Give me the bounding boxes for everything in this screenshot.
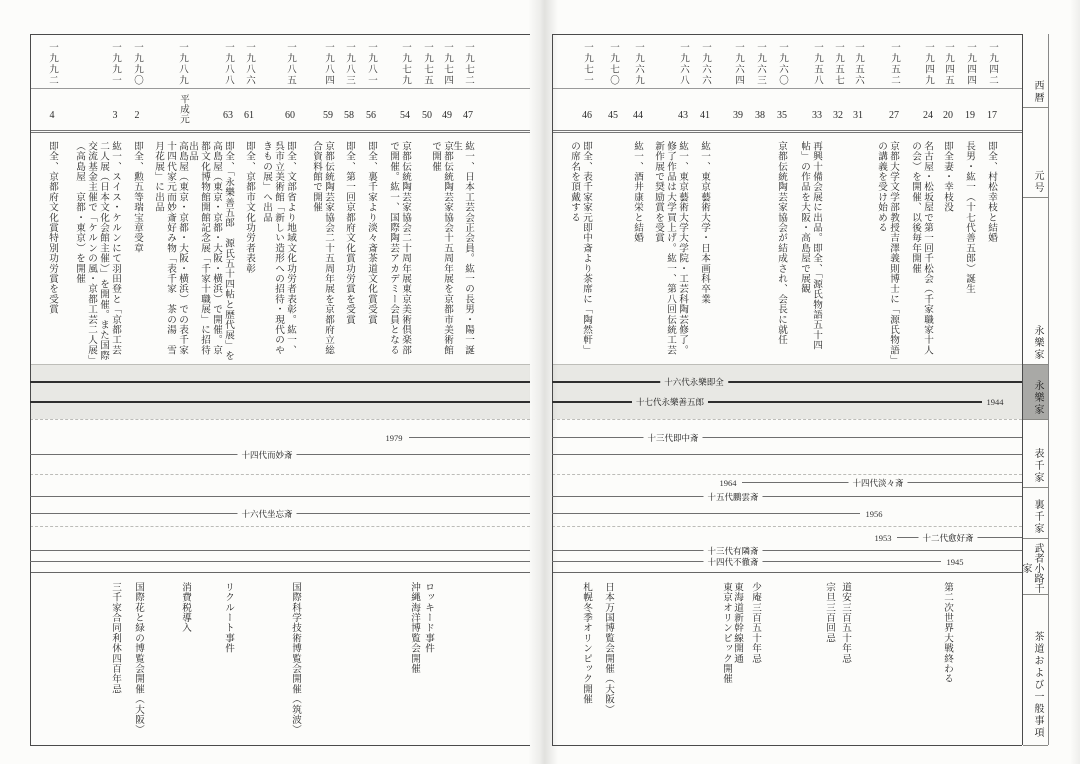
year-label: 一九五二 xyxy=(889,42,899,86)
general-event: 国際花と緑の博覧会開催（大阪） xyxy=(133,582,144,735)
generation-line xyxy=(30,401,530,403)
era-label: 47 xyxy=(463,110,473,121)
margin-divider xyxy=(1023,538,1048,539)
era-label: 31 xyxy=(853,110,863,121)
generation-line-label: 十四代不徹斎 xyxy=(703,557,762,567)
family-section-divider xyxy=(30,419,530,420)
era-label: 35 xyxy=(777,110,787,121)
margin-tab-label: 元号 xyxy=(1032,170,1043,194)
family-event: 即全、京都市文化功労者表彰 xyxy=(244,141,255,274)
era-label: 50 xyxy=(422,110,432,121)
year-label: 一九九一 xyxy=(110,42,120,86)
year-label: 一九七〇 xyxy=(608,42,618,86)
era-label: 38 xyxy=(755,110,765,121)
year-label: 一九七四 xyxy=(442,42,452,86)
family-section-divider xyxy=(30,474,530,475)
year-label: 一九八六 xyxy=(244,42,254,86)
margin-divider xyxy=(1023,745,1048,746)
family-event: 即全、裏千家より淡々斎茶道文化賞受賞 xyxy=(366,141,377,325)
general-event: 東京オリンピック開催 xyxy=(721,582,732,684)
era-label: 43 xyxy=(678,110,688,121)
family-event: 即全妻・幸枝没 xyxy=(942,141,953,213)
generation-band xyxy=(30,364,530,419)
margin-right-rule xyxy=(1048,34,1049,745)
family-event: 京都大学文学部教授吉澤義則博士に「源氏物語」の講義を受け始める xyxy=(876,141,899,361)
right-page-left-border xyxy=(552,34,553,745)
general-event: 少庵三百五十年忌 xyxy=(750,582,761,664)
year-label: 一九四九 xyxy=(923,42,933,86)
year-row-separator xyxy=(30,88,530,89)
era-label: 32 xyxy=(833,110,843,121)
era-label: 54 xyxy=(400,110,410,121)
year-label: 一九五七 xyxy=(833,42,843,86)
year-label: 一九八三 xyxy=(344,42,354,86)
margin-tab-label: 永樂家 xyxy=(1032,324,1043,361)
year-label: 一九七二 xyxy=(463,42,473,86)
year-label: 一九五八 xyxy=(812,42,822,86)
year-label: 一九六四 xyxy=(733,42,743,86)
generation-line-label: 十二代愈好斎 xyxy=(918,533,977,543)
generation-line xyxy=(552,496,1022,497)
generation-line xyxy=(552,550,1022,551)
general-event: リクルート事件 xyxy=(223,582,234,654)
generation-line-label: 十五代鵬雲斎 xyxy=(703,492,762,502)
margin-divider xyxy=(1023,107,1048,108)
era-label: 44 xyxy=(633,110,643,121)
year-label: 一九八一 xyxy=(366,42,376,86)
band-top-rule xyxy=(552,364,1022,365)
family-event: 即全、文部省より地域文化功労者表彰。紘一、呉市立美術館「新しい造形への招待・現代のやきもの展」へ出品 xyxy=(261,141,296,356)
generation-line xyxy=(552,381,1022,383)
table-top-border xyxy=(552,34,1022,35)
generation-line-year-label: 1979 xyxy=(385,432,403,443)
year-label: 一九八四 xyxy=(323,42,333,86)
year-label: 一九八八 xyxy=(223,42,233,86)
year-label: 一九九〇 xyxy=(132,42,142,86)
generation-band xyxy=(552,364,1022,419)
era-label: 2 xyxy=(134,110,140,121)
generation-line-label: 十七代永樂善五郎 xyxy=(632,397,708,407)
era-label: 61 xyxy=(244,110,254,121)
margin-tab-label: 茶道および一般事項 xyxy=(1032,630,1043,739)
era-label: 27 xyxy=(889,110,899,121)
general-event: 宗旦三百回忌 xyxy=(824,582,835,644)
family-event: 名古屋・松坂屋で第一回千松会（千家職家十人の会）を開催、以後毎年開催 xyxy=(910,141,933,356)
era-label: 41 xyxy=(700,110,710,121)
family-event: 即全、村松幸枝と結婚 xyxy=(986,141,997,243)
generation-line xyxy=(30,496,530,497)
family-event: 紘一、東京藝術大学大学院・工芸科陶芸修了。修了作品は大学買上げ。紘一、第八回伝統工芸新作展で奨励賞を受賞 xyxy=(653,141,688,356)
margin-divider xyxy=(1023,197,1048,198)
generation-line-label: 十四代淡々斎 xyxy=(848,478,907,488)
general-event: 札幌冬季オリンピック開催 xyxy=(581,582,592,705)
margin-divider xyxy=(1023,487,1048,488)
era-label: 58 xyxy=(344,110,354,121)
generation-line xyxy=(30,561,530,562)
year-label: 一九六八 xyxy=(678,42,688,86)
era-label: 63 xyxy=(223,110,233,121)
general-event: 国際科学技術博覧会開催（筑波） xyxy=(290,582,301,735)
band-top-rule xyxy=(30,364,530,365)
family-event: 京都伝統陶芸家協会二十周年展東京美術倶楽部で開催。紘一、国際陶芸アカデミー会員となる xyxy=(388,141,411,356)
family-event: 紘一、日本工芸会正会員。紘一の長男・陽一誕生 xyxy=(451,141,474,356)
margin-divider xyxy=(1023,364,1048,365)
year-label: 一九六九 xyxy=(633,42,643,86)
general-event: 第二次世界大戦終わる xyxy=(942,582,953,684)
generation-line-label: 十三代有隣斎 xyxy=(703,546,762,556)
family-event: 紘一、スイス・ケルンにて羽田登と「京都工芸二人展（日本文化会館主催）」を開催。また国際交流基金主催で「ケルンの風・京都工芸二人展」（高島屋 京都・東京）を開催 xyxy=(74,141,121,361)
margin-divider xyxy=(1023,594,1048,595)
era-label: 3 xyxy=(112,110,118,121)
era-label: 20 xyxy=(943,110,953,121)
family-event: 高島屋（東京・京都・大阪・横浜）での表千家十四代家元而妙斎好み物「表千家 茶の湯 雪月花展」に出品 xyxy=(153,141,188,356)
table-top-border xyxy=(30,34,530,35)
year-label: 一九六三 xyxy=(755,42,765,86)
year-label: 一九五六 xyxy=(853,42,863,86)
year-label: 一九八九 xyxy=(177,42,187,86)
generation-line-year-label: 1964 xyxy=(719,477,737,488)
margin-tab-label: 表千家 xyxy=(1032,447,1043,484)
family-event: 即全、勲五等瑞宝章受章 xyxy=(132,141,143,254)
year-label: 一九四五 xyxy=(943,42,953,86)
era-label: 59 xyxy=(323,110,333,121)
general-event: 沖縄海洋博覧会開催 xyxy=(409,582,420,674)
generation-line-label: 十三代即中斎 xyxy=(643,433,702,443)
generation-line-year-label: 1945 xyxy=(946,556,964,567)
margin-tab-label: 武者小路千家 xyxy=(1020,543,1043,593)
year-label: 一九七一 xyxy=(582,42,592,86)
year-label: 一九七九 xyxy=(400,42,410,86)
family-section-divider xyxy=(552,419,1022,420)
generation-line-label: 十四代而妙斎 xyxy=(237,450,296,460)
family-event: 即全、第一回京都府文化賞功労賞を受賞 xyxy=(344,141,355,325)
general-event: 消費税導入 xyxy=(180,582,191,633)
family-section-divider xyxy=(30,526,530,527)
year-label: 一九七五 xyxy=(422,42,432,86)
margin-divider xyxy=(1023,419,1048,420)
era-label: 45 xyxy=(608,110,618,121)
era-label: 60 xyxy=(285,110,295,121)
era-row-separator xyxy=(552,130,1022,133)
year-label: 一九九二 xyxy=(47,42,57,86)
family-section-divider xyxy=(552,526,1022,527)
family-event: 京都伝統陶芸家協会二十五周年展を京都府立総合資料館で開催 xyxy=(311,141,334,356)
general-event: 道安三百五十年忌 xyxy=(840,582,851,664)
era-label: 19 xyxy=(965,110,975,121)
generation-line xyxy=(552,513,860,514)
era-label: 平成元 xyxy=(178,94,188,124)
year-row-separator xyxy=(552,88,1022,89)
family-event: 京都伝統陶芸家協会十五周年展を京都市美術館で開催 xyxy=(430,141,453,356)
generation-line-year-label: 1956 xyxy=(865,508,883,519)
era-label: 24 xyxy=(923,110,933,121)
general-event: 東海道新幹線開通 xyxy=(732,582,743,664)
family-event: 即全、「永樂善五郎 源氏五十四帖と歴代展」を高島屋（東京・京都・大阪・横浜）で開催。京都文化博物館開館記念展「千家十職展」に招待出品 xyxy=(187,141,234,361)
margin-tab-label: 裏千家 xyxy=(1032,498,1043,535)
table-bottom-border xyxy=(552,745,1022,746)
family-event: 再興十備会展に出品。即全、「源氏物語五十四帖」の作品を大阪・高島屋で展観 xyxy=(799,141,822,351)
generation-line xyxy=(552,437,1022,438)
era-label: 49 xyxy=(442,110,452,121)
generation-line-year-label: 1953 xyxy=(874,532,892,543)
year-label: 一九四四 xyxy=(965,42,975,86)
year-label: 一九四二 xyxy=(987,42,997,86)
general-event: 日本万国博覧会開催（大阪） xyxy=(603,582,614,715)
family-event: 京都伝統陶芸家協会が結成され、会長に就任 xyxy=(776,141,787,345)
general-event: ロッキード事件 xyxy=(423,582,434,654)
era-label: 46 xyxy=(582,110,592,121)
year-label: 一九八五 xyxy=(285,42,295,86)
left-page-left-border xyxy=(30,34,31,745)
margin-tab-label: 永樂家 xyxy=(1032,379,1043,416)
generation-line-label: 十六代坐忘斎 xyxy=(237,509,296,519)
year-label: 一九六六 xyxy=(700,42,710,86)
family-event: 即全、表千家家元即中斎より茶席に「陶然軒」の席名を頂戴する xyxy=(569,141,592,356)
family-event: 紘一、酒井康栄と結婚 xyxy=(632,141,643,243)
era-label: 39 xyxy=(733,110,743,121)
generation-line-year-label: 1944 xyxy=(986,397,1004,407)
table-bottom-border xyxy=(30,745,530,746)
era-label: 17 xyxy=(987,110,997,121)
general-section-border xyxy=(552,572,1022,573)
era-label: 4 xyxy=(49,110,55,121)
generation-line xyxy=(409,437,530,438)
family-section-divider xyxy=(552,474,1022,475)
family-event: 長男・紘一（十七代善五郎）誕生 xyxy=(964,141,975,294)
generation-line xyxy=(552,454,1022,455)
era-label: 56 xyxy=(366,110,376,121)
generation-line xyxy=(30,381,530,383)
era-label: 33 xyxy=(812,110,822,121)
general-section-border xyxy=(30,572,530,573)
generation-line xyxy=(552,401,982,403)
generation-line-label: 十六代永樂即全 xyxy=(660,377,728,387)
margin-tab-label: 西暦 xyxy=(1032,80,1043,104)
family-event: 即全、京都府文化賞特別功労賞を受賞 xyxy=(47,141,58,315)
era-row-separator xyxy=(30,130,530,133)
family-event: 紘一、東京藝術大学・日本画科卒業 xyxy=(699,141,710,305)
general-event: 三千家合同利休四百年忌 xyxy=(110,582,121,695)
generation-line xyxy=(30,550,530,551)
year-label: 一九六〇 xyxy=(777,42,787,86)
